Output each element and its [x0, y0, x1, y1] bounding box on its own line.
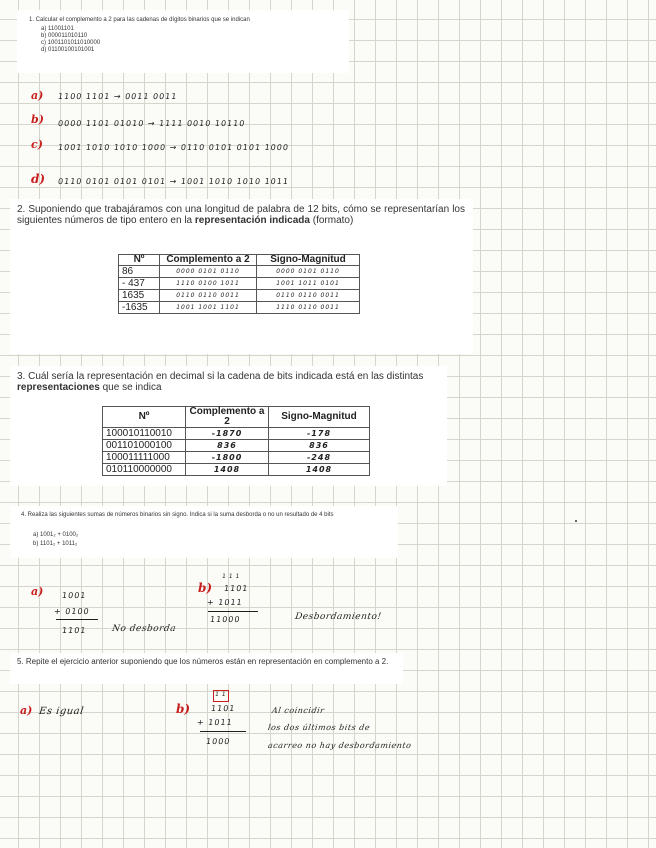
exercise-3-rest: que se indica: [102, 382, 162, 393]
exercise-3-table: [102, 406, 370, 476]
table3-n: 010110000000: [103, 464, 186, 476]
answer-4a-result: 1101: [61, 626, 87, 635]
table2-n: -1635: [119, 302, 160, 314]
table3-c2: 1408: [186, 464, 269, 476]
table3-c2: -1800: [186, 452, 269, 464]
table3-n: 001101000100: [103, 440, 186, 452]
table-row: [103, 464, 370, 476]
table2-c2: 1001 1001 1101: [160, 302, 257, 314]
answer-4b-label: b): [198, 581, 213, 595]
exercise-1-item-b: b) 000011010110: [41, 33, 88, 39]
table3-c2: -1870: [186, 428, 269, 440]
answer-1a-work: 1100 1101 → 0011 0011: [57, 92, 178, 101]
exercise-4-item-a: a) 1001₂ + 0100₂: [33, 532, 79, 538]
table3-sm: -248: [269, 452, 370, 464]
exercise-5-statement: 5. Repite el ejercicio anterior suponiendo que los números están en representación en complemento a 2.: [17, 657, 389, 666]
answer-4b-note: Desbordamiento!: [294, 612, 383, 622]
answer-4b-rule: [208, 611, 258, 612]
table-row: [119, 266, 360, 278]
exercise-4-item-b: b) 1101₂ + 1011₂: [33, 541, 78, 547]
table-row: [103, 452, 370, 464]
table-row: [103, 428, 370, 440]
answer-5a-label: a): [20, 704, 33, 717]
exercise-2-table: [118, 254, 360, 314]
exercise-3-statement: [17, 371, 442, 393]
answer-1c-label: c): [31, 138, 43, 151]
table2-c2: 0000 0101 0110: [160, 266, 257, 278]
table-row: [119, 290, 360, 302]
answer-1c-work: 1001 1010 1010 1000 → 0110 0101 0101 1000: [57, 143, 290, 152]
table3-sm: 836: [269, 440, 370, 452]
exercise-2-text: 2. Suponiendo que trabajáramos con una longitud de palabra de 12 bits, cómo se representarían los siguientes números de tipo entero en la: [17, 204, 465, 226]
exercise-3-text: 3. Cuál sería la representación en decimal si la cadena de bits indicada está en las distintas: [17, 371, 424, 382]
answer-5b-line2: + 1011: [196, 718, 234, 727]
table2-header-c2: Complemento a 2: [160, 255, 257, 266]
answer-5b-carry: 1 1: [214, 691, 227, 698]
table2-sm: 0000 0101 0110: [257, 266, 360, 278]
answer-4a-line1: 1001: [61, 591, 87, 600]
table2-header-n: Nº: [119, 255, 160, 266]
table3-header-n: Nº: [103, 407, 186, 428]
table3-c2: 836: [186, 440, 269, 452]
answer-5a-note: Es igual: [38, 706, 85, 717]
exercise-2-statement: [17, 204, 465, 226]
table2-sm: 1110 0110 0011: [257, 302, 360, 314]
answer-4b-line1: 1101: [223, 584, 249, 593]
exercise-1-item-c: c) 1001101011010000: [41, 40, 101, 46]
table-row: [119, 278, 360, 290]
answer-4b-carry: 1 1 1: [221, 573, 241, 580]
table3-sm: -178: [269, 428, 370, 440]
answer-4a-note: No desborda: [111, 624, 177, 634]
answer-5b-rule: [200, 731, 246, 732]
table3-n: 100011111000: [103, 452, 186, 464]
table2-header-sm: Signo-Magnitud: [257, 255, 360, 266]
answer-1a-label: a): [31, 89, 44, 102]
table3-header-sm: Signo-Magnitud: [269, 407, 370, 428]
table2-c2: 0110 0110 0011: [160, 290, 257, 302]
table3-sm: 1408: [269, 464, 370, 476]
answer-5b-note-1: Al coincidir: [271, 706, 326, 715]
table3-n: 100010110010: [103, 428, 186, 440]
answer-1d-work: 0110 0101 0101 0101 → 1001 1010 1010 1011: [57, 177, 290, 186]
exercise-2-bold: representación indicada: [194, 215, 310, 226]
answer-5b-label: b): [176, 702, 191, 716]
table2-c2: 1110 0100 1011: [160, 278, 257, 290]
exercise-2-format: (formato): [312, 215, 354, 226]
table2-sm: 0110 0110 0011: [257, 290, 360, 302]
table2-n: 1635: [119, 290, 160, 302]
table2-sm: 1001 1011 0101: [257, 278, 360, 290]
answer-5b-note-3: acarreo no hay desbordamiento: [267, 741, 413, 750]
answer-5b-note-2: los dos últimos bits de: [267, 723, 371, 732]
answer-4a-line2: + 0100: [53, 607, 91, 616]
table-row: [119, 302, 360, 314]
answer-5b-result: 1000: [205, 737, 231, 746]
answer-1b-work: 0000 1101 01010 → 1111 0010 10110: [57, 119, 246, 128]
answer-1b-label: b): [31, 113, 44, 126]
exercise-4-statement: 4. Realiza las siguientes sumas de números binarios sin signo. Indica si la suma desborda o no un resultado de 4 bits: [21, 512, 334, 518]
answer-4b-result: 11000: [209, 615, 242, 624]
answer-4a-rule: [56, 619, 98, 620]
exercise-3-bold: representaciones: [17, 382, 100, 393]
table3-header-c2: Complemento a 2: [186, 407, 269, 428]
answer-1d-label: d): [31, 172, 46, 186]
exercise-1-item-d: d) 01100100101001: [41, 47, 95, 53]
answer-4a-label: a): [31, 585, 44, 598]
answer-4b-line2: + 1011: [206, 598, 244, 607]
stray-dot: [575, 520, 577, 522]
exercise-1-statement: 1. Calcular el complemento a 2 para las cadenas de dígitos binarios que se indican: [29, 17, 250, 23]
answer-5b-line1: 1101: [210, 704, 236, 713]
table2-n: 86: [119, 266, 160, 278]
table-row: [103, 440, 370, 452]
table2-n: - 437: [119, 278, 160, 290]
exercise-1-item-a: a) 11001101: [41, 26, 74, 32]
